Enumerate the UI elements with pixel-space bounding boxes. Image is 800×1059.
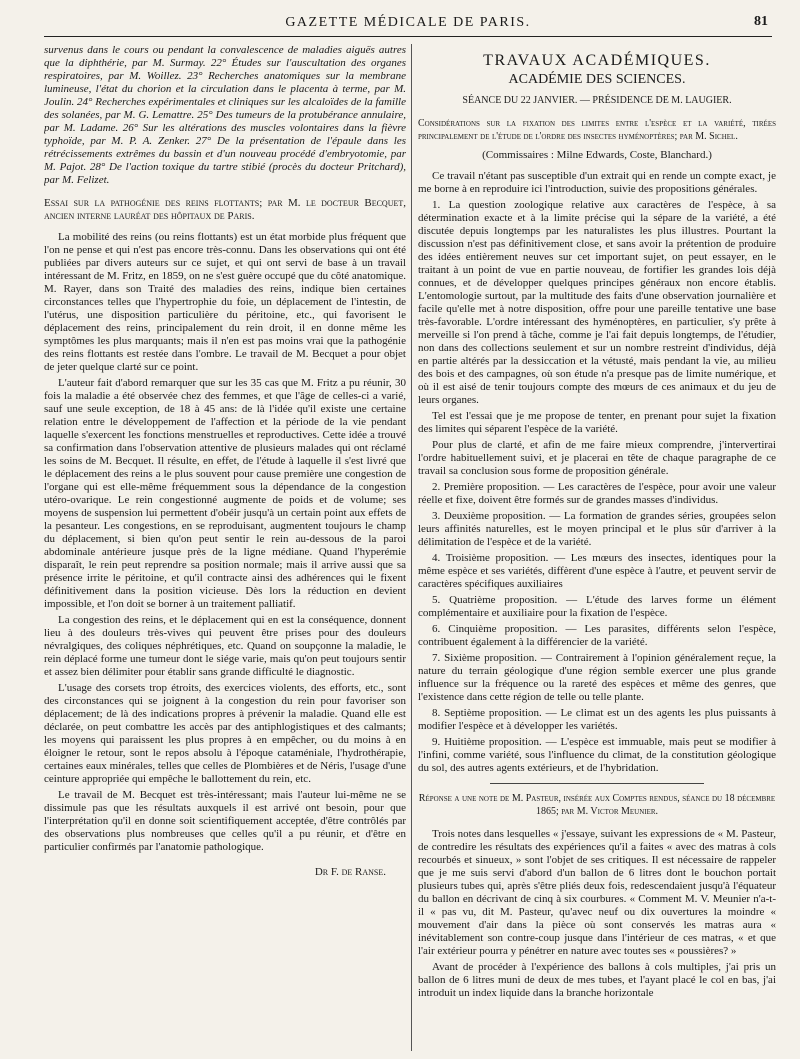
paragraph: La congestion des reins, et le déplacement qui en est la conséquence, donnent lieu à des douleurs très-vives qui peuvent être prises pour des douleurs névralgiques, des coliques néphrétiques, etc. Quand on soupçonne la maladie, le rein déplacé forme une tumeur dont le siége varie, mais qu'on peut toujours sentir et assez bien délimiter pour établir sans grande difficulté le diagnostic. [44,614,406,678]
journal-title: GAZETTE MÉDICALE DE PARIS. [285,15,531,30]
paragraph: Le travail de M. Becquet est très-intéressant; mais l'auteur lui-même ne se dissimule pas que les résultats auxquels il est arrivé ont besoin, pour que l'interprétation qu'il en donne soit scientifiquement acceptée, d'être contrôlés par des observations plus nombreuses que celles qu'il a pu réunir, et d'être en particulier confirmés par l'anatomie pathologique. [44,789,406,853]
author-signature: Dr F. de Ranse. [314,866,386,878]
page-header [44,10,772,37]
paragraph: Avant de procéder à l'expérience des ballons à cols multiples, j'ai pris un ballon de 6 litres muni de deux de mes tubes, et l'ayant placé le col en bas, j'ai introduit un index liquide dans la branche horizontale [418,961,776,999]
proposition: 4. Troisième proposition. — Les mœurs des insectes, identiques pour la même espèce et ses variétés, diffèrent d'une espèce à l'autre, et peuvent servir de caractères spécifiques auxiliaires [418,552,776,590]
paragraph: L'usage des corsets trop étroits, des exercices violents, des efforts, etc., sont des circonstances qui se joignent à la congestion du rein pour favoriser son déplacement; de là des indications propres à prévenir la maladie. Quand elle est déclarée, on peut combattre les accès par des antiphlogistiques et des calmants; les moyens qui paraissent les plus propres à en empêcher, ou du moins à en éloigner le retour, sont le repos absolu à l'époque cataméniale, l'hydrothérapie, certaines eaux minérales, telles que celles de Plombières et de Néris, l'usage d'une ceinture appropriée qui empêche le ballottement du rein, etc. [44,682,406,785]
paragraph: 1. La question zoologique relative aux caractères de l'espèce, à sa détermination exacte et à la limite précise qui la sépare de la variété, a été discutée depuis longtemps par les naturalistes les plus illustres. Pourtant la discussion n'est pas définitivement close, et sans avoir la prétention de produire des idées entièrement neuves sur cet important sujet, on peut essayer, en le traitant à un point de vue en partie nouveau, de fortifier les grandes lois déjà connues, et de développer quelques principes généraux non encore établis. L'entomologie surtout, par la multitude des faits d'une observation journalière et facile qu'elle met à notre disposition, offre pour une pareille tentative une base très-favorable. L'ordre intéressant des hyménoptères, en particulier, s'y prête à merveille si l'on prend à tâche, comme je l'ai fait depuis longtemps, de l'étudier, non dans des collections seulement et sur un nombre restreint d'individus, déjà en partie altérés par la dessiccation et la vétusté, mais pendant la vie, au milieu des bois et des campagnes, où son étude n'a presque pas de limite numérique, et où il est aisé de tenir toujours compte des mœurs de ces animaux et du jeu de leurs organes. [418,199,776,406]
proposition: 2. Première proposition. — Les caractères de l'espèce, pour avoir une valeur réelle et fixe, doivent être formés sur de grandes masses d'individus. [418,481,776,506]
paragraph: Ce travail n'étant pas susceptible d'un extrait qui en rende un compte exact, je me borne à en reproduire ici l'introduction, suivie des propositions générales. [418,170,776,195]
paragraph: Tel est l'essai que je me propose de tenter, en prenant pour sujet la fixation des limites qui séparent l'espèce de la variété. [418,410,776,435]
paragraph: La mobilité des reins (ou reins flottants) est un état morbide plus fréquent que l'on ne pense et qui n'est pas encore très-connu. Dans les observations qui ont été publiées par divers auteurs sur ce sujet, et qui ont servi de base à un travail intéressant de M. Fritz, en 1859, on ne s'est guère occupé que du côté anatomique. M. Rayer, dans son Traité des maladies des reins, indique bien certaines circonstances telles que l'hypertrophie du foie, un déplacement de l'intestin, de l'utérus, une disposition particulière du péritoine, etc., qui favorisent le déplacement des reins, principalement du rein droit, il en donne même les symptômes les plus marquants; mais il n'en est pas moins vrai que la pathogénie des reins flottants est restée dans l'ombre. Le travail de M. Becquet a pour objet de jeter quelque clarté sur ce point. [44,231,406,373]
proposition: 8. Septième proposition. — Le climat est un des agents les plus puissants à modifier l'espèce et à développer les variétés. [418,707,776,732]
paragraph: Pour plus de clarté, et afin de me faire mieux comprendre, j'intervertirai l'ordre habituellement suivi, et je placerai en tête de chaque paragraphe de ce travail sa conclusion sous forme de proposition générale. [418,439,776,477]
left-column [44,44,406,1055]
proposition: 7. Sixième proposition. — Contrairement à l'opinion généralement reçue, la nature du terrain géologique d'une région semble exercer une plus grande influence sur la fréquence ou la rareté des espèces et même des genres, que l'existence dans cette région de telle ou telle plante. [418,652,776,703]
proposition: 6. Cinquième proposition. — Les parasites, différents selon l'espèce, contribuent également à la différencier de la variété. [418,623,776,648]
academy-title: ACADÉMIE DES SCIENCES. [508,72,686,87]
section-rule [490,783,705,784]
reply-title: Réponse a une note de M. Pasteur, insérée aux Comptes rendus, séance du 18 décembre 1865; par M. Victor Meunier. [418,793,776,817]
proposition: 9. Huitième proposition. — L'espèce est immuable, mais peut se modifier à l'infini, comme variété, sous l'influence du climat, de la constitution géologique du sol, des autres agents extérieurs, et de l'hybridation. [418,736,776,774]
proposition: 5. Quatrième proposition. — L'étude des larves forme un élément complémentaire et auxiliaire pour la fixation de l'espèce. [418,594,776,619]
proposition: 3. Deuxième proposition. — La formation de grandes séries, groupées selon leurs affinités naturelles, est le moyen principal et le plus sûr d'arriver à la délimitation de l'espèce et de la variété. [418,510,776,548]
section-title: TRAVAUX ACADÉMIQUES. [483,52,711,69]
article-title: Essai sur la pathogénie des reins flottants; par M. le docteur Becquet, ancien interne lauréat des hôpitaux de Paris. [44,197,406,222]
paragraph: Trois notes dans lesquelles « j'essaye, suivant les expressions de « M. Pasteur, de contredire les résultats des expériences qu'il a faites « avec des matras à cols recourbés et sinueux, » sont l'objet de ses critiques. Il est nécessaire de rappeler que je me suis servi d'abord d'un ballon de 6 litres dont le bouchon portait plusieurs tubes qui, après s'être pliés deux fois, redescendaient jusqu'à l'équateur du ballon en décrivant de cinq à six courbures. « Comment M. V. Meunier n'a-t-il « pas vu, dit M. Pasteur, qu'avec neuf ou dix ouvertures la moindre « mouvement d'air dans la pièce où sont conservés les matras aura « inévitablement son contre-coup jusque dans l'intérieur de ces matras, « et que l'air extérieur pourra y pénétrer en nature avec toutes ses « poussières? » [418,828,776,957]
column-divider [411,44,412,1051]
article-title: Considérations sur la fixation des limites entre l'espèce et la variété, tirées principalement de l'étude de l'ordre des insectes hyménoptères; par M. Sichel. [418,118,776,142]
right-column [418,44,776,1055]
page-number: 81 [754,14,768,29]
article-continuation: survenus dans le cours ou pendant la convalescence de maladies aiguës autres que la diphthérie, par M. Surmay. 22° Études sur l'auscultation des organes respiratoires, par M. Woillez. 23° Recherches anatomiques sur la membrane lumineuse, l'état du chorion et la circulation dans le placenta à terme, par M. Joulin. 24° Recherches expérimentales et cliniques sur les alcaloïdes de la famille des solanées, par M. G. Lemattre. 25° Des tumeurs de la protubérance annulaire, par M. Ladame. 26° Sur les altérations des muscles volontaires dans la fièvre typhoïde, par M. P. A. Zenker. 27° De la présentation de l'épaule dans les rétrécissements extrêmes du bassin et d'un nouveau procédé d'embryotomie, par M. Pajot. 28° De l'action toxique du tartre stibié (procès du docteur Pritchard), par M. Felizet. [44,44,406,186]
paragraph: L'auteur fait d'abord remarquer que sur les 35 cas que M. Fritz a pu réunir, 30 fois la maladie a été observée chez des femmes, et que l'âge de celles-ci a varié, sauf une seule exception, de 18 à 45 ans: de là l'idée qu'il existe une certaine relation entre le développement de l'affection et la période de la vie pendant laquelle s'exercent les fonctions menstruelles et reproductives. Cette idée a trouvé sa confirmation dans l'observation attentive de plusieurs malades qui ont réclamé les soins de M. Becquet. Il résulte, en effet, de l'étude à laquelle il s'est livré que le déplacement des reins a le plus souvent pour cause première une congestion de l'organe qui est elle-même fréquemment sous la dépendance de la congestion utéro-ovarique. Le rein congestionné augmente de poids et de volume; ses moyens de suspension lui permettent d'obéir jusqu'à un certain point aux effets de la pesanteur. Les congestions, en se reproduisant, augmentent toujours le champ du déplacement, si bien qu'on peut sentir le rein au-dessous de la paroi abdominale antérieure jusque près de la ligne médiane. Quand l'hyperémie disparaît, le rein peut reprendre sa position normale; mais il arrive aussi que sa présence irrite le péritoine, et qu'il contracte ainsi des adhérences qui le fixent définitivement dans la position vicieuse. Dès lors la réduction en devient impossible, et l'on doit se borner à un traitement palliatif. [44,377,406,610]
commissaires-line: (Commissaires : Milne Edwards, Coste, Blanchard.) [482,149,712,161]
session-line: SÉANCE DU 22 JANVIER. — PRÉSIDENCE DE M. LAUGIER. [462,95,732,106]
